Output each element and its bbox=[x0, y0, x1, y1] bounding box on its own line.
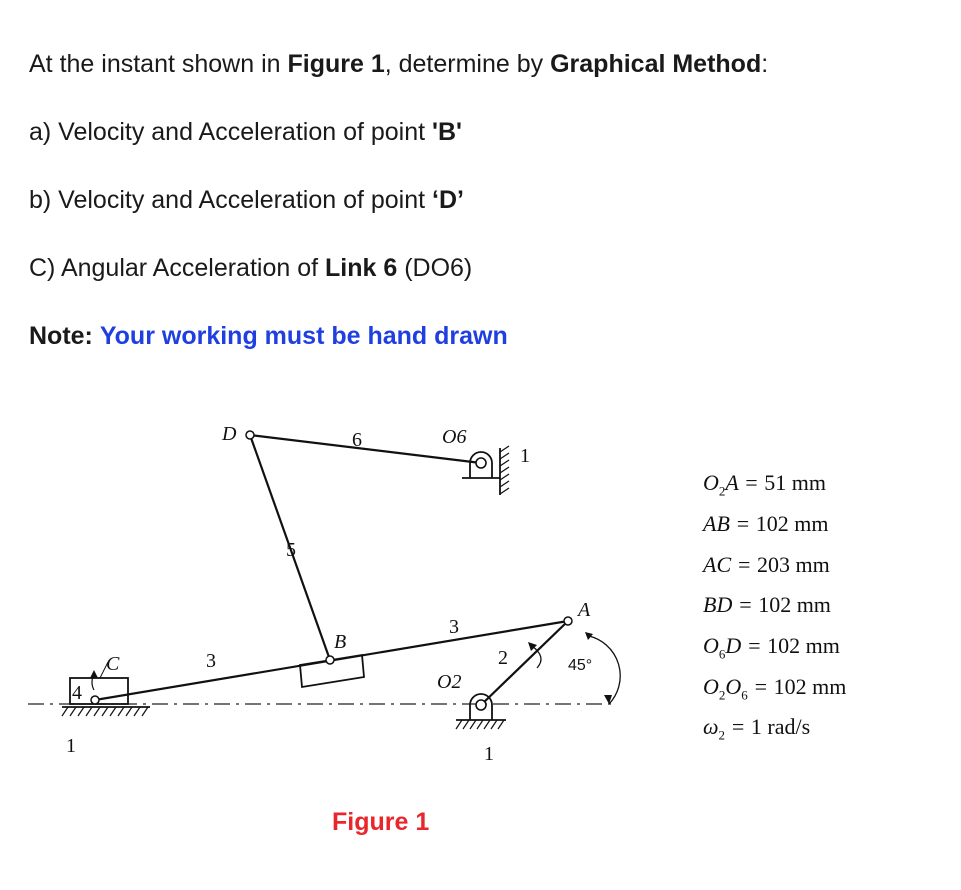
figure-ref: Figure 1 bbox=[287, 50, 385, 78]
label-link-3a: 3 bbox=[206, 650, 216, 672]
label-link-4: 4 bbox=[72, 682, 82, 704]
spec-bd: BD = 102 mm bbox=[703, 592, 831, 617]
angle-arc bbox=[589, 636, 620, 704]
label-link-2: 2 bbox=[498, 647, 508, 669]
angle-arrowhead-top bbox=[585, 632, 593, 640]
question-part-c: C) Angular Acceleration of Link 6 (DO6) bbox=[29, 254, 473, 282]
slider-ground-hatch bbox=[62, 707, 148, 716]
joint-c bbox=[91, 696, 99, 704]
label-o6: O6 bbox=[442, 426, 467, 448]
spec-o6d: $O_6D = 102$ mm bbox=[703, 633, 840, 662]
label-ground-1-slider: 1 bbox=[66, 735, 76, 757]
ground-pivot-o2 bbox=[456, 694, 506, 729]
joint-b bbox=[326, 656, 334, 664]
label-d: D bbox=[222, 423, 237, 445]
spec-o2o6: $O_2O_6 = 102$ mm bbox=[703, 674, 847, 703]
label-o2: O2 bbox=[437, 671, 462, 693]
label-link-6: 6 bbox=[352, 429, 362, 451]
spec-o2a: $O_2A = 51$ mm bbox=[703, 470, 827, 499]
note-text: Your working must be hand drawn bbox=[99, 322, 508, 350]
label-ground-1-top: 1 bbox=[520, 445, 530, 467]
question-intro: At the instant shown in Figure 1, determine by Graphical Method: bbox=[29, 50, 769, 78]
label-ground-1-o2: 1 bbox=[484, 743, 494, 765]
label-link-3b: 3 bbox=[449, 616, 459, 638]
slider-arrowhead bbox=[90, 670, 98, 678]
label-c: C bbox=[106, 653, 120, 675]
spec-ab: AB = 102 mm bbox=[703, 511, 829, 536]
figure-caption: Figure 1 bbox=[332, 808, 430, 836]
label-link-5: 5 bbox=[286, 539, 296, 561]
note-label: Note: bbox=[29, 322, 93, 350]
joint-d bbox=[246, 431, 254, 439]
label-b: B bbox=[334, 631, 347, 653]
method-name: Graphical Method bbox=[550, 50, 762, 78]
question-part-b: b) Velocity and Acceleration of point ‘D’ bbox=[29, 186, 464, 214]
spec-omega2: $\omega_2 = 1$ rad/s bbox=[703, 714, 811, 743]
question-part-a: a) Velocity and Acceleration of point 'B' bbox=[29, 118, 462, 146]
joint-a bbox=[564, 617, 572, 625]
label-a: A bbox=[578, 599, 591, 621]
spec-ac: AC = 203 mm bbox=[703, 552, 830, 577]
ground-pivot-o6 bbox=[462, 446, 509, 495]
label-angle: 45° bbox=[568, 657, 593, 674]
